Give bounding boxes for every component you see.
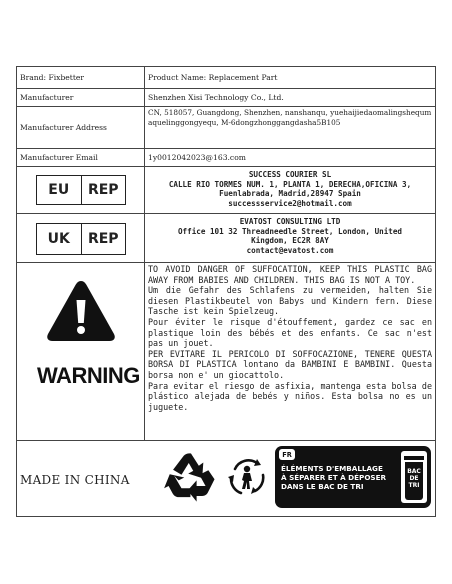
email-value: 1y0012042023@163.com	[148, 153, 246, 162]
product-name: Product Name: Replacement Part	[148, 73, 278, 82]
warning-text-fr: Pour éviter le risque d'étouffement, gardez ce sac en plastique loin des bébés et des enfants. Ce sac n'est pas un jouet.	[148, 316, 432, 349]
rep-badge-text: REP	[87, 231, 119, 247]
eu-rep-info	[145, 167, 435, 213]
address-row	[17, 106, 435, 148]
uk-rep-row	[17, 213, 435, 262]
address-label: Manufacturer Address	[17, 107, 145, 148]
eu-rep-email: successservice2@hotmail.com	[228, 198, 352, 208]
eu-rep-row	[17, 166, 435, 213]
triman-icon	[227, 457, 267, 497]
warning-text-it: PER EVITARE IL PERICOLO DI SOFFOCAZIONE, TENERE QUESTA BORSA DI PLASTICA lontano da BAMBINI E BAMBINI. Questa borsa non e' un giocattolo.	[148, 348, 432, 380]
eu-rep-address-2: Fuenlabrada, Madrid,28947 Spain	[219, 189, 361, 199]
manufacturer-value: Shenzhen Xisi Technology Co., Ltd.	[148, 93, 284, 102]
uk-rep-info	[145, 214, 435, 262]
footer-row	[17, 440, 435, 518]
bin-text-2: DE	[409, 475, 419, 483]
triman-line-1: ÉLÉMENTS D'EMBALLAGE	[281, 464, 383, 473]
warning-triangle-icon	[45, 278, 117, 344]
triman-sorting-box	[275, 446, 431, 508]
manufacturer-row	[17, 88, 435, 106]
product-label-sheet	[16, 66, 436, 517]
warning-label: WARNING	[37, 363, 140, 388]
triman-fr-tag	[279, 449, 295, 460]
made-in-china: MADE IN CHINA	[20, 472, 130, 487]
address-value: CN, 518057, Guangdong, Shenzhen, nanshanqu, yuehaijiedaomalingshequmaquelinggongyequ, M-6dongzhonggangdasha5B105	[148, 108, 432, 127]
uk-rep-address-1: Office 101 32 Threadneedle Street, London, United	[177, 226, 403, 236]
warning-text	[145, 263, 435, 440]
triman-fr-text: FR	[282, 450, 292, 459]
warning-text-de: Um die Gefahr des Schlafens zu vermeiden, halten Sie diesen Plastikbeutel von Babys und Kindern fern. Diese Tasche ist kein Spielzeug.	[148, 285, 432, 317]
brand-label: Brand: Fixbetter	[17, 67, 145, 88]
triman-line-2: À SÉPARER ET À DÉPOSER	[281, 473, 387, 482]
triman-line-3: DANS LE BAC DE TRI	[281, 482, 364, 491]
warning-row	[17, 262, 435, 440]
bin-text-1: BAC	[407, 468, 421, 475]
recycling-bin-icon	[401, 451, 427, 503]
uk-rep-address-2: Kingdom, EC2R 8AY	[251, 236, 329, 246]
eu-rep-name: SUCCESS COURIER SL	[248, 170, 332, 179]
manufacturer-label: Manufacturer	[17, 89, 145, 106]
warning-text-es: Para evitar el riesgo de asfixia, mantenga esta bolsa de plástico alejada de bebés y niños. Esta bolsa no es un juguete.	[148, 380, 432, 412]
warning-text-en: TO AVOID DANGER OF SUFFOCATION, KEEP THIS PLASTIC BAG AWAY FROM BABIES AND CHILDREN. THIS BAG IS NOT A TOY.	[148, 264, 432, 285]
eu-rep-badge	[36, 175, 126, 205]
rep-badge-text: REP	[87, 182, 119, 198]
uk-badge-text: UK	[37, 224, 82, 254]
uk-rep-badge	[36, 223, 126, 255]
email-row	[17, 148, 435, 166]
email-label: Manufacturer Email	[17, 149, 145, 166]
uk-rep-email: contact@evatost.com	[246, 245, 334, 255]
eu-rep-address-1: CALLE RIO TORMES NUM. 1, PLANTA 1, DERECHA,OFICINA 3,	[168, 179, 412, 189]
uk-rep-name: EVATOST CONSULTING LTD	[239, 217, 341, 226]
recycle-icon	[163, 449, 219, 505]
brand-row	[17, 67, 435, 88]
bin-text-3: TRI	[408, 482, 420, 490]
eu-badge-text: EU	[37, 176, 82, 204]
